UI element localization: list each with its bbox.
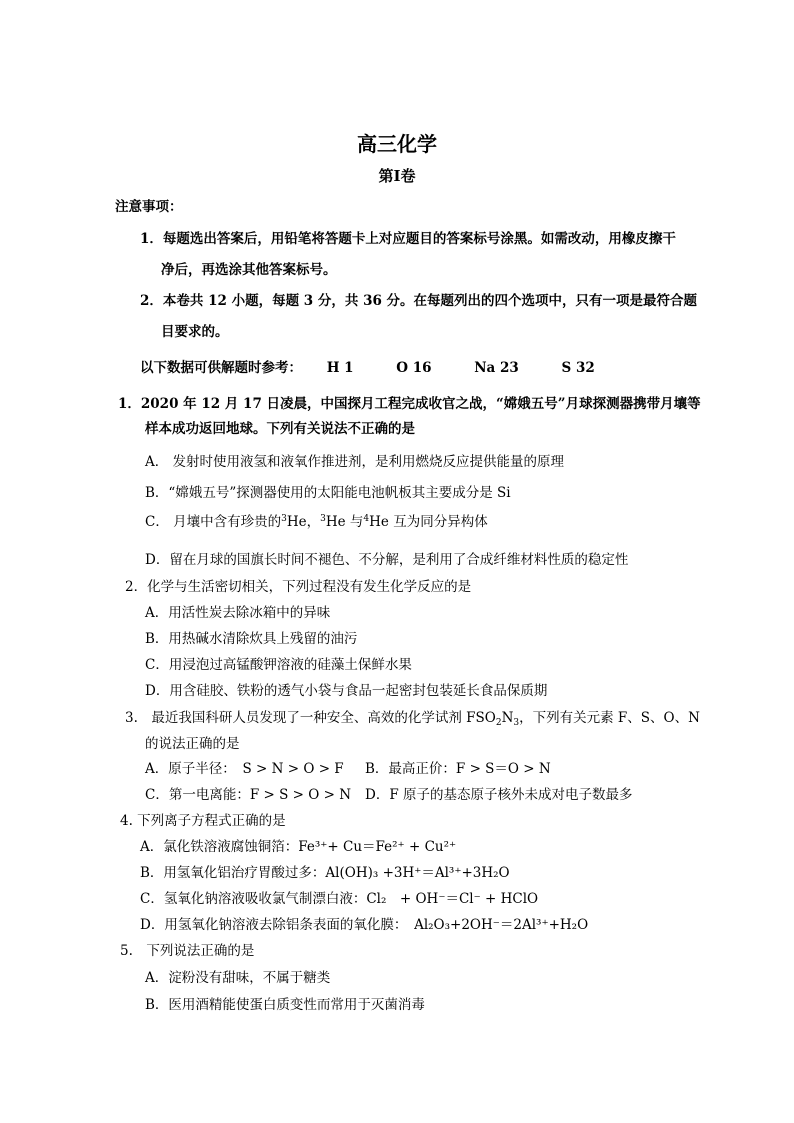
q3-sub-2: 3 <box>513 718 520 728</box>
q1-c-text: C． 月壤中含有珍贵的 <box>145 514 282 530</box>
q1-c-he: He <box>286 514 307 530</box>
q1-c-mid: He 与 <box>325 514 364 530</box>
q3-option-d: D．F 原子的基态原子核外未成对电子数最多 <box>365 787 633 803</box>
q4-option-d: D．用氢氧化钠溶液去除铝条表面的氧化膜： Al₂O₃+2OH⁻＝2Al³⁺+H₂O <box>140 917 589 933</box>
q3-stem-end: ，下列有关元素 F、S、O、N <box>519 710 700 726</box>
ref-s: S 32 <box>561 360 595 376</box>
q2-option-c: C．用浸泡过高锰酸钾溶液的硅藻土保鲜水果 <box>145 657 412 673</box>
reference-label: 以下数据可供解题时参考： <box>140 360 302 376</box>
notice-item-1-cont: 净后，再选涂其他答案标号。 <box>161 262 337 278</box>
q1-c-sep: ， <box>306 514 321 530</box>
q1-c-iso-a: 3 <box>281 514 287 524</box>
q3-option-b: B．最高正价：F > S＝O > N <box>365 761 551 777</box>
q4-option-b: B．用氢氧化铝治疗胃酸过多：Al(OH)₃ +3H⁺＝Al³⁺+3H₂O <box>140 865 510 881</box>
q1-option-c <box>145 513 488 531</box>
q4-option-a: A．氯化铁溶液腐蚀铜箔：Fe³⁺+ Cu＝Fe²⁺ + Cu²⁺ <box>140 839 457 855</box>
reference-data <box>140 359 595 377</box>
q1-option-a: A． 发射时使用液氢和液氧作推进剂，是利用燃烧反应提供能量的原理 <box>145 454 565 470</box>
volume-heading: 第Ⅰ卷 <box>378 167 416 185</box>
q1-option-b: B．“嫦娥五号”探测器使用的太阳能电池帆板其主要成分是 Si <box>145 485 511 501</box>
q2-stem: 2．化学与生活密切相关，下列过程没有发生化学反应的是 <box>125 579 472 595</box>
q3-sub-1: 2 <box>495 718 502 728</box>
notice-heading: 注意事项： <box>115 199 183 215</box>
q5-option-b: B．医用酒精能使蛋白质变性而常用于灭菌消毒 <box>145 997 425 1013</box>
q3-stem-n: N <box>501 710 514 726</box>
q2-option-a: A．用活性炭去除冰箱中的异味 <box>145 605 331 621</box>
q3-stem-cont: 的说法正确的是 <box>145 736 240 752</box>
notice-item-1: 1．每题选出答案后，用铅笔将答题卡上对应题目的答案标号涂黑。如需改动，用橡皮擦干 <box>140 231 676 247</box>
ref-na: Na 23 <box>474 360 519 376</box>
q3-option-a: A．原子半径： S > N > O > F <box>145 761 344 777</box>
q3-stem <box>125 709 700 727</box>
notice-item-2: 2．本卷共 12 小题，每题 3 分，共 36 分。在每题列出的四个选项中，只有一项是最符合题 <box>140 293 698 309</box>
page-title: 高三化学 <box>357 132 437 156</box>
q2-option-b: B．用热碱水清除炊具上残留的油污 <box>145 631 358 647</box>
ref-o: O 16 <box>396 360 432 376</box>
q1-stem: 1．2020 年 12 月 17 日凌晨，中国探月工程完成收官之战，“嫦娥五号”月球探测器携带月壤等 <box>118 396 701 412</box>
q3-stem-text: 3. 最近我国科研人员发现了一种安全、高效的化学试剂 FSO <box>125 710 496 726</box>
ref-h: H 1 <box>326 360 354 376</box>
q3-option-c: C．第一电离能：F > S > O > N <box>145 787 352 803</box>
q5-stem: 5. 下列说法正确的是 <box>120 943 255 959</box>
q4-option-c: C．氢氧化钠溶液吸收氯气制漂白液：Cl₂ + OH⁻＝Cl⁻ + HClO <box>140 891 539 907</box>
q1-c-iso-c: 4 <box>363 514 370 524</box>
q5-option-a: A．淀粉没有甜味，不属于糖类 <box>145 970 331 986</box>
q2-option-d: D．用含硅胶、铁粉的透气小袋与食品一起密封包装延长食品保质期 <box>145 683 548 699</box>
q1-c-end: He 互为同分异构体 <box>369 514 488 530</box>
q4-stem: 4. 下列离子方程式正确的是 <box>120 813 286 829</box>
q1-c-iso-b: 3 <box>320 514 326 524</box>
notice-item-2-cont: 目要求的。 <box>161 324 229 340</box>
q1-stem-cont: 样本成功返回地球。下列有关说法不正确的是 <box>145 421 415 437</box>
q1-option-d: D．留在月球的国旗长时间不褪色、不分解，是利用了合成纤维材料性质的稳定性 <box>145 552 629 568</box>
